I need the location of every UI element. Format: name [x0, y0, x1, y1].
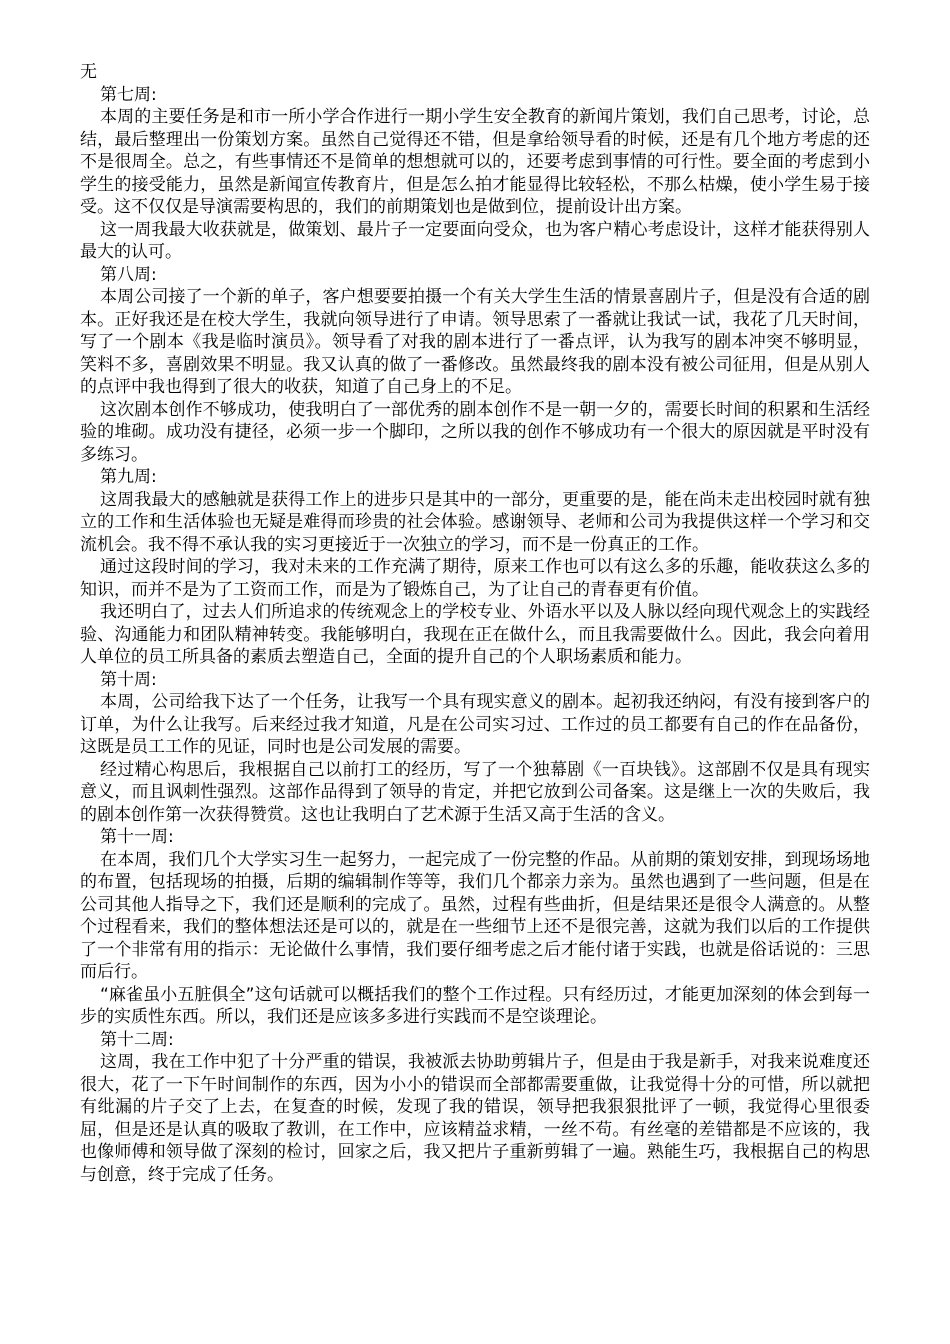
paragraph: 经过精心构思后，我根据自己以前打工的经历，写了一个独幕剧《一百块钱》。这部剧不仅是具有现实意义，而且讽刺性强烈。这部作品得到了领导的肯定，并把它放到公司备案。这是继上一次的失败后，我的剧本创作第一次获得赞赏。这也让我明白了艺术源于生活又高于生活的含义。 — [80, 759, 870, 825]
week-heading: 第十一周: — [100, 827, 174, 847]
week-heading: 第十周: — [100, 669, 157, 690]
paragraph: 这周，我在工作中犯了十分严重的错误，我被派去协助剪辑片子，但是由于我是新手，对我来说难度还很大，花了一下午时间制作的东西，因为小小的错误而全部都需要重做，让我觉得十分的可惜，所以就把有纰漏的片子交了上去，在复查的时候，发现了我的错误，领导把我狠狠批评了一顿，我觉得心里很委屈，但是还是认真的吸取了教训，在工作中，应该精益求精，一丝不苟。有丝毫的差错都是不应该的，我也像师傅和领导做了深刻的检讨，回家之后，我又把片子重新剪辑了一遍。熟能生巧，我根据自己的构思与创意，终于完成了任务。 — [80, 1052, 870, 1185]
week-heading: 第十二周: — [100, 1029, 174, 1050]
paragraph: “麻雀虽小五脏俱全”这句话就可以概括我们的整个工作过程。只有经历过，才能更加深刻的体会到每一步的实质性东西。所以，我们还是应该多多进行实践而不是空谈理论。 — [80, 984, 870, 1027]
paragraph: 通过这段时间的学习，我对未来的工作充满了期待，原来工作也可以有这么多的乐趣，能收获这么多的知识，而并不是为了工资而工作，而是为了锻炼自己，为了让自己的青春更有价值。 — [80, 557, 870, 600]
paragraph: 本周，公司给我下达了一个任务，让我写一个具有现实意义的剧本。起初我还纳闷，有没有接到客户的订单，为什么让我写。后来经过我才知道，凡是在公司实习过、工作过的员工都要有自己的作在品备份，这既是员工工作的见证，同时也是公司发展的需要。 — [80, 692, 870, 757]
paragraph: 在本周，我们几个大学实习生一起努力，一起完成了一份完整的作品。从前期的策划安排，到现场场地的布置，包括现场的拍摄，后期的编辑制作等等，我们几个都亲力亲为。虽然也遇到了一些问题，但是在公司其他人指导之下，我们还是顺利的完成了。虽然，过程有些曲折，但是结果还是很令人满意的。从整个过程看来，我们的整体想法还是可以的，就是在一些细节上还不是很完善，这就为我们以后的工作提供了一个非常有用的指示：无论做什么事情，我们要仔细考虑之后才能付诸于实践，也就是俗话说的：三思而后行。 — [80, 849, 870, 982]
paragraph: 本周公司接了一个新的单子，客户想要要拍摄一个有关大学生生活的情景喜剧片子，但是没有合适的剧本。正好我还是在校大学生，我就向领导进行了申请。领导思索了一番就让我试一试，我花了几天时间，写了一个剧本《我是临时演员》。领导看了对我的剧本进行了一番点评，认为我写的剧本冲突不够明显，笑料不多，喜剧效果不明显。我又认真的做了一番修改。虽然最终我的剧本没有被公司征用，但是从别人的点评中我也得到了很大的收获，知道了自己身上的不足。 — [80, 287, 870, 397]
paragraph: 我还明白了，过去人们所追求的传统观念上的学校专业、外语水平以及人脉以经向现代观念上的实践经验、沟通能力和团队精神转变。我能够明白，我现在正在做什么，而且我需要做什么。因此，我会向着用人单位的员工所具备的素质去塑造自己，全面的提升自己的个人职场素质和能力。 — [80, 602, 870, 667]
paragraph: 本周的主要任务是和市一所小学合作进行一期小学生安全教育的新闻片策划，我们自己思考，讨论，总结，最后整理出一份策划方案。虽然自己觉得还不错，但是拿给领导看的时候，还是有几个地方考虑的还不是很周全。总之，有些事情还不是简单的想想就可以的，还要考虑到事情的可行性。要全面的考虑到小学生的接受能力，虽然是新闻宣传教育片，但是怎么拍才能显得比较轻松，不那么枯燥，使小学生易于接受。这不仅仅是导演需要构思的，我们的前期策划也是做到位，提前设计出方案。 — [80, 107, 870, 217]
week-heading: 第九周: — [100, 467, 157, 487]
week-heading: 第七周: — [100, 84, 157, 105]
paragraph: 这次剧本创作不够成功，使我明白了一部优秀的剧本创作不是一朝一夕的，需要长时间的积累和生活经验的堆砌。成功没有捷径，必须一步一个脚印，之所以我的创作不够成功有一个很大的原因就是平时没有多练习。 — [80, 399, 870, 465]
paragraph: 这周我最大的感触就是获得工作上的进步只是其中的一部分，更重要的是，能在尚未走出校园时就有独立的工作和生活体验也无疑是难得而珍贵的社会体验。感谢领导、老师和公司为我提供这样一个学习和交流机会。我不得不承认我的实习更接近于一次独立的学习，而不是一份真正的工作。 — [80, 489, 870, 555]
paragraph: 这一周我最大收获就是，做策划、最片子一定要面向受众，也为客户精心考虑设计，这样才能获得别人最大的认可。 — [80, 219, 870, 262]
paragraph: 无 — [80, 62, 97, 82]
week-heading: 第八周: — [100, 264, 157, 285]
